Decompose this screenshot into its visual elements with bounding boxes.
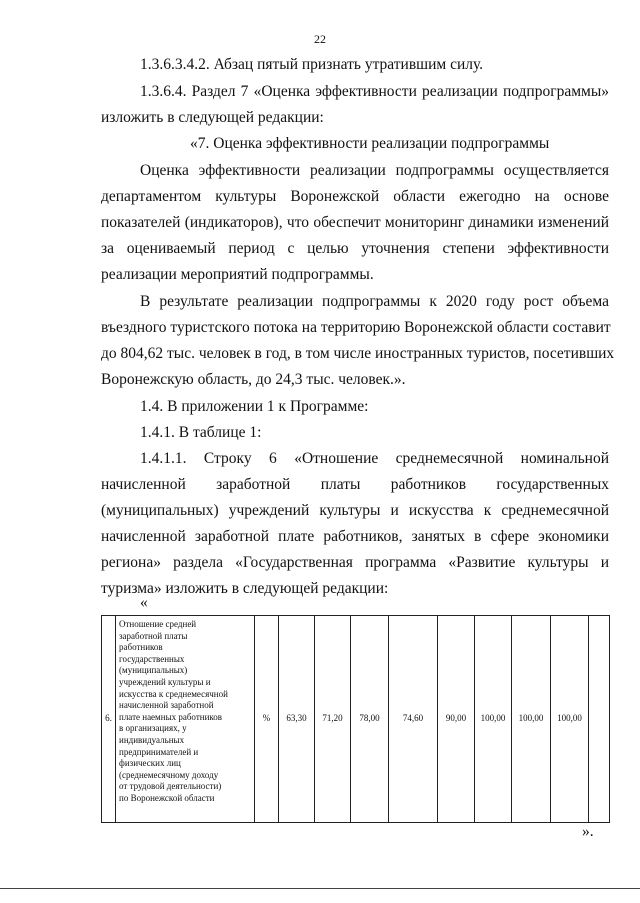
value-cell-empty bbox=[589, 616, 610, 823]
indicator-name-line: Отношение средней bbox=[119, 619, 197, 629]
paragraph-3-line-1: Оценка эффективности реализации подпрограммы осуществляется bbox=[140, 162, 609, 179]
value-cell: 100,00 bbox=[551, 616, 589, 823]
value-cell: 78,00 bbox=[351, 616, 389, 823]
page-number: 22 bbox=[314, 32, 326, 46]
value-cell: 63,30 bbox=[279, 616, 315, 823]
section-heading: «7. Оценка эффективности реализации подпрограммы bbox=[190, 135, 550, 152]
paragraph-3-line-5: реализации мероприятий подпрограммы. bbox=[101, 266, 374, 283]
indicator-name-line: индивидуальных bbox=[119, 734, 185, 745]
paragraph-7-line-2: начисленной заработной платы работников государственных bbox=[101, 476, 609, 493]
value-cell: 74,60 bbox=[389, 616, 438, 823]
indicator-name-line: государственных bbox=[119, 653, 185, 664]
table-row bbox=[102, 616, 610, 823]
indicator-name-line: заработной платы bbox=[119, 630, 188, 641]
indicator-name-line: от трудовой деятельности) bbox=[119, 781, 222, 792]
paragraph-4-line-1: В результате реализации подпрограммы к 2020 году рост объема bbox=[140, 293, 609, 310]
opening-quote: « bbox=[140, 594, 148, 611]
indicator-name-line: начисленной заработной bbox=[119, 700, 214, 711]
indicator-table bbox=[101, 615, 610, 823]
value-cell: 90,00 bbox=[438, 616, 475, 823]
row-number-cell: 6. bbox=[102, 616, 116, 823]
value-cell: 100,00 bbox=[475, 616, 512, 823]
indicator-name-cell bbox=[116, 616, 255, 823]
paragraph-4-line-2: въездного туристского потока на территорию Воронежской области составит bbox=[101, 319, 611, 336]
paragraph-4-line-3: до 804,62 тыс. человек в год, в том числе иностранных туристов, посетивших bbox=[101, 345, 615, 362]
paragraph-3-line-2: департаментом культуры Воронежской области ежегодно на основе bbox=[101, 188, 609, 205]
paragraph-5: 1.4. В приложении 1 к Программе: bbox=[140, 398, 369, 415]
indicator-name-line: по Воронежской области bbox=[119, 792, 215, 803]
paragraph-7-line-4: начисленной заработной плате работников, занятых в сфере экономики bbox=[101, 528, 609, 545]
value-cell: 71,20 bbox=[315, 616, 351, 823]
page-bottom-divider bbox=[0, 888, 640, 889]
paragraph-7-line-1: 1.4.1.1. Строку 6 «Отношение среднемесячной номинальной bbox=[140, 450, 609, 467]
indicator-name-line: искусства к среднемесячной bbox=[119, 688, 228, 699]
paragraph-2-line-2: изложить в следующей редакции: bbox=[101, 109, 324, 126]
indicator-name-line: (муниципальных) bbox=[119, 665, 188, 676]
paragraph-3-line-4: за оцениваемый период с целью уточнения степени эффективности bbox=[101, 240, 609, 257]
closing-quote: ». bbox=[582, 823, 594, 840]
indicator-name-line: (среднемесячному доходу bbox=[119, 769, 219, 780]
indicator-name-line: в организациях, у bbox=[119, 723, 187, 734]
paragraph-7-line-5: региона» раздела «Государственная программа «Развитие культуры и bbox=[101, 554, 609, 571]
value-cell: 100,00 bbox=[512, 616, 551, 823]
paragraph-4-line-4: Воронежскую область, до 24,3 тыс. человек.». bbox=[101, 371, 406, 388]
paragraph-1: 1.3.6.3.4.2. Абзац пятый признать утратившим силу. bbox=[140, 56, 484, 73]
indicator-name-line: работников bbox=[119, 642, 163, 653]
indicator-name-line: предпринимателей и bbox=[119, 746, 199, 757]
unit-cell: % bbox=[255, 616, 279, 823]
paragraph-7-line-6: туризма» изложить в следующей редакции: bbox=[101, 580, 389, 597]
paragraph-6: 1.4.1. В таблице 1: bbox=[140, 424, 262, 441]
indicator-name-line: учреждений культуры и bbox=[119, 676, 211, 687]
indicator-name-line: плате наемных работников bbox=[119, 711, 223, 722]
paragraph-3-line-3: показателей (индикаторов), что обеспечит мониторинг динамики изменений bbox=[101, 214, 609, 231]
paragraph-7-line-3: (муниципальных) учреждений культуры и искусства к среднемесячной bbox=[101, 502, 609, 519]
indicator-name-line: физических лиц bbox=[119, 758, 181, 769]
paragraph-2-line-1: 1.3.6.4. Раздел 7 «Оценка эффективности реализации подпрограммы» bbox=[140, 83, 609, 100]
